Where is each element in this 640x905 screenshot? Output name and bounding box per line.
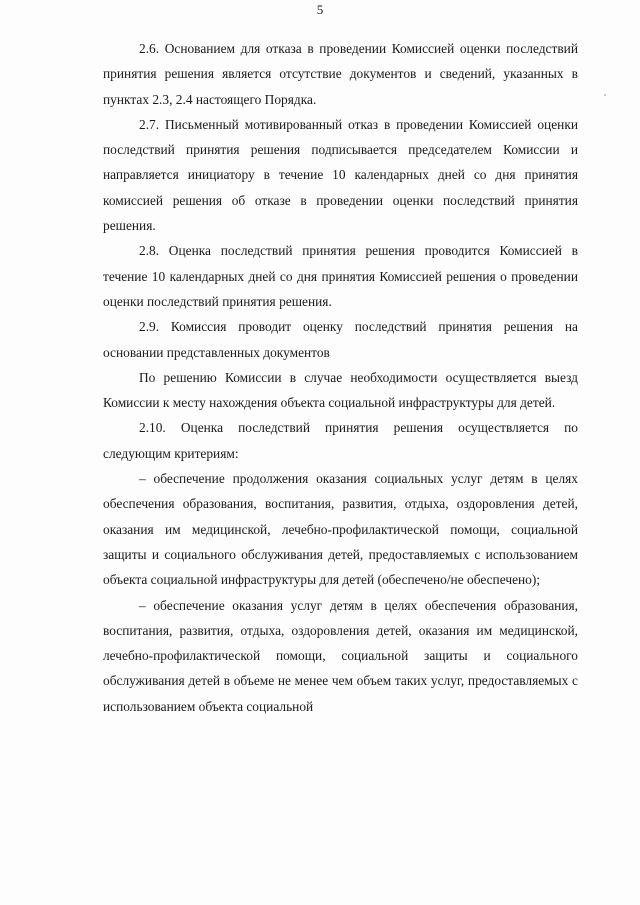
page-number: 5 <box>316 2 324 17</box>
paragraph-2-8: 2.8. Оценка последствий принятия решения проводится Комиссией в течение 10 календарных дней со дня принятия Комиссией решения о проведении оценки последствий принятия решения. <box>103 243 578 309</box>
document-body <box>103 36 578 719</box>
paragraph-2-10: 2.10. Оценка последствий принятия решения осуществляется по следующим критериям: <box>103 420 578 461</box>
paragraph-2-7: 2.7. Письменный мотивированный отказ в проведении Комиссией оценки последствий принятия решения подписывается председателем Комиссии и направляется инициатору в течение 10 календарных дней со дня принятия комиссией решения об отказе в проведении оценки последствий принятия решения. <box>103 116 578 234</box>
criterion-volume-of-services: – обеспечение оказания услуг детям в целях обеспечения образования, воспитания, развития, отдыха, оздоровления детей, оказания им медицинской, лечебно-профилактической помощи, социальной защиты и социального обслуживания детей в объеме не менее чем объем таких услуг, предоставляемых с использованием объекта социальной <box>103 597 578 714</box>
scan-speck <box>604 94 606 96</box>
paragraph-2-6: 2.6. Основанием для отказа в проведении Комиссией оценки последствий принятия решения является отсутствие документов и сведений, указанных в пунктах 2.3, 2.4 настоящего Порядка. <box>103 41 578 107</box>
paragraph-site-visit: По решению Комиссии в случае необходимости осуществляется выезд Комиссии к месту нахождения объекта социальной инфраструктуры для детей. <box>103 369 578 411</box>
criterion-continuation-of-services: – обеспечение продолжения оказания социальных услуг детям в целях обеспечения образования, воспитания, развития, отдыха, оздоровления детей, оказания им медицинской, лечебно-профилактической помощи, социальной защиты и социального обслуживания детей, предоставляемых с использованием объекта социальной инфраструктуры для детей (обеспечено/не обеспечено); <box>103 471 578 588</box>
paragraph-2-9: 2.9. Комиссия проводит оценку последствий принятия решения на основании представленных документов <box>103 319 578 360</box>
